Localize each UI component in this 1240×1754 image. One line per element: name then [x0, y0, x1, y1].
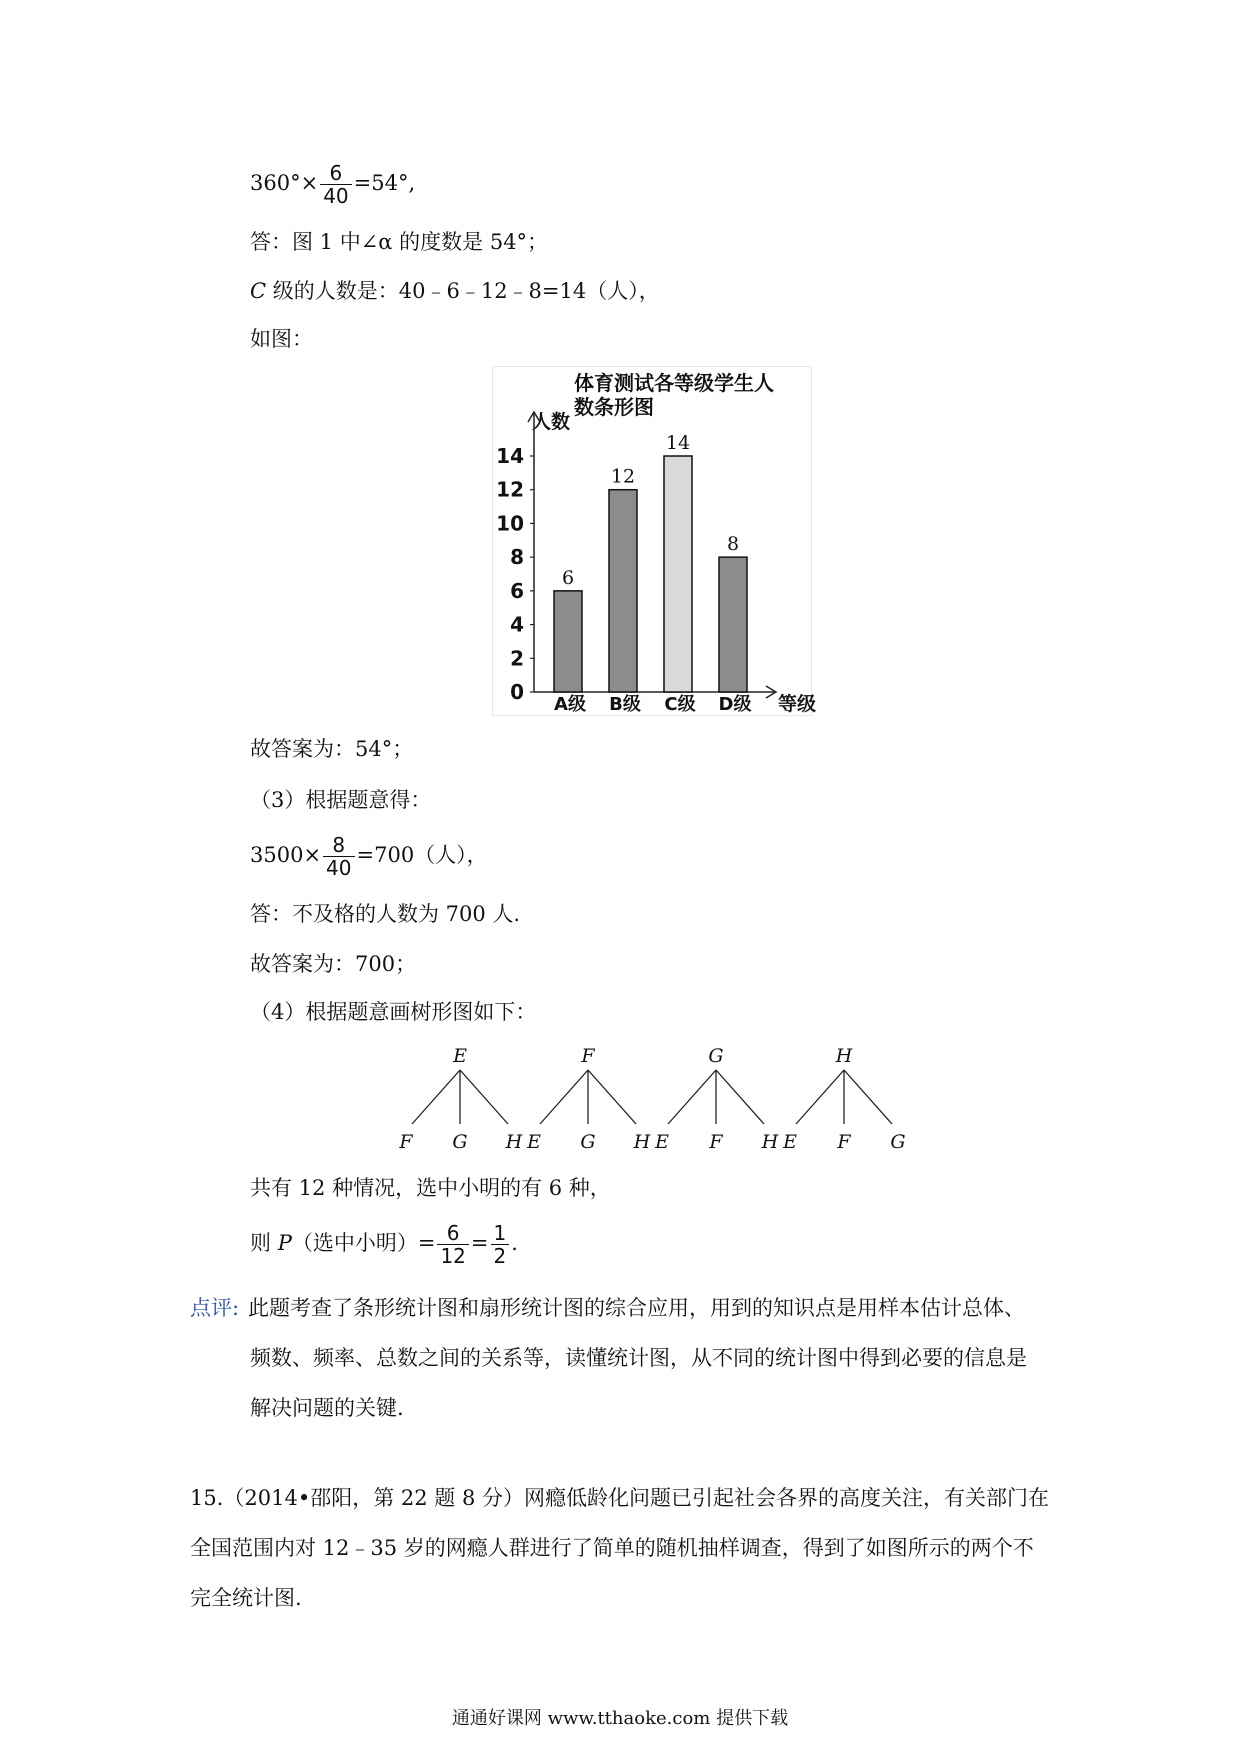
bar: [664, 456, 692, 692]
bar: [719, 557, 747, 692]
tree-branch: [412, 1070, 460, 1124]
tree-diagrams: [400, 1040, 920, 1160]
question-15-line-2: 全国范围内对 12﹣35 岁的网瘾人群进行了简单的随机抽样调查，得到了如图所示的两个不: [190, 1536, 1034, 1560]
part-4-title: （4）根据题意画树形图如下：: [250, 1000, 537, 1024]
tree-branch: [460, 1070, 508, 1124]
tree-branch: [588, 1070, 636, 1124]
angle-calc-prefix: 360°×: [250, 171, 319, 195]
tree-leaf-label: E: [655, 1131, 669, 1153]
fraction-numerator: 8: [323, 834, 354, 857]
bar-chart: [492, 366, 817, 716]
fraction-denominator: 40: [326, 856, 352, 880]
fraction: [437, 1222, 468, 1267]
probability-line: [250, 1222, 518, 1267]
chart-title-line: 数条形图: [574, 395, 654, 419]
tree-root-label: G: [708, 1045, 724, 1067]
chart-title-line: 体育测试各等级学生人: [574, 371, 774, 395]
bar: [609, 490, 637, 692]
x-tick-label: B级: [609, 694, 641, 715]
y-tick-label: 6: [510, 578, 524, 603]
y-axis-label: 人数: [532, 411, 571, 433]
question-15-line-1: 15.（2014•邵阳，第 22 题 8 分）网瘾低龄化问题已引起社会各界的高度关注，有关部门在: [190, 1486, 1050, 1510]
prob-prefix: 则: [250, 1231, 278, 1255]
answer-3: 答：不及格的人数为 700 人.: [250, 902, 521, 926]
prob-event: （选中小明）=: [291, 1231, 436, 1255]
fraction: [491, 1222, 510, 1267]
angle-answer: 答：图 1 中∠α 的度数是 54°；: [250, 230, 549, 254]
fraction: [323, 834, 354, 879]
calc-3-result: =700（人），: [356, 843, 488, 867]
part-3-title: （3）根据题意得：: [250, 788, 432, 812]
tree-root-label: H: [835, 1045, 853, 1067]
y-tick-label: 14: [496, 444, 524, 468]
fraction-denominator: 2: [493, 1244, 507, 1268]
tree-leaf-label: E: [783, 1131, 797, 1153]
angle-calc-line: [250, 162, 415, 207]
y-tick-label: 2: [510, 646, 524, 671]
question-15-line-3: 完全统计图.: [190, 1586, 302, 1610]
fraction-denominator: 40: [323, 184, 349, 208]
tree-leaf-label: G: [452, 1131, 468, 1153]
tree-leaf-label: F: [837, 1131, 851, 1153]
prob-period: .: [511, 1231, 518, 1255]
bar-data-label: 8: [726, 533, 740, 556]
y-tick-label: 12: [496, 477, 524, 502]
answer-1: 故答案为：54°；: [250, 737, 414, 761]
c-level-variable: C: [250, 279, 267, 303]
tree-leaf-label: H: [761, 1131, 779, 1153]
angle-calc-result: =54°,: [353, 171, 416, 195]
bar: [554, 591, 582, 692]
tree-leaf-label: H: [505, 1131, 523, 1153]
tree-branch: [796, 1070, 844, 1124]
y-tick-label: 10: [496, 511, 524, 536]
footer-text: 通通好课网 www.tthaoke.com 提供下载: [451, 1708, 789, 1729]
tree-leaf-label: H: [633, 1131, 651, 1153]
fraction-numerator: 6: [320, 162, 351, 185]
y-tick-label: 8: [510, 545, 524, 570]
c-level-line: [250, 277, 660, 305]
tree-root-label: E: [453, 1045, 467, 1067]
comment-line-1: 此题考查了条形统计图和扇形统计图的综合应用，用到的知识点是用样本估计总体、: [248, 1296, 1025, 1320]
comment-label: 点评:: [190, 1296, 240, 1320]
comment-line-2: 频数、频率、总数之间的关系等，读懂统计图，从不同的统计图中得到必要的信息是: [250, 1346, 1027, 1370]
tree-leaf-label: G: [580, 1131, 596, 1153]
calc-3-prefix: 3500×: [250, 843, 322, 867]
comment-line-3: 解决问题的关键.: [250, 1396, 404, 1420]
y-tick-label: 0: [510, 680, 524, 704]
prob-equals: =: [470, 1231, 489, 1255]
x-tick-label: C级: [664, 694, 696, 715]
tree-branch: [716, 1070, 764, 1124]
tree-branch: [668, 1070, 716, 1124]
calc-3-line: [250, 834, 488, 879]
cases-text: 共有 12 种情况，选中小明的有 6 种，: [250, 1176, 611, 1200]
bar-data-label: 6: [561, 566, 575, 589]
x-tick-label: A级: [554, 694, 586, 715]
answer-3b: 故答案为：700；: [250, 952, 417, 976]
fraction: [320, 162, 351, 207]
as-shown-text: 如图：: [250, 327, 313, 351]
y-tick-label: 4: [510, 612, 524, 637]
tree-leaf-label: F: [709, 1131, 723, 1153]
tree-branch: [540, 1070, 588, 1124]
tree-leaf-label: G: [890, 1131, 906, 1153]
fraction-numerator: 6: [437, 1222, 468, 1245]
c-level-text: 级的人数是：40﹣6﹣12﹣8=14（人），: [266, 279, 660, 303]
tree-leaf-label: F: [399, 1131, 413, 1153]
prob-variable: P: [277, 1231, 292, 1255]
x-tick-label: D级: [718, 694, 752, 715]
x-axis-label: 等级: [778, 693, 817, 715]
tree-root-label: F: [581, 1045, 595, 1067]
fraction-numerator: 1: [491, 1222, 510, 1245]
tree-leaf-label: E: [527, 1131, 541, 1153]
bar-data-label: 12: [610, 465, 636, 488]
bar-data-label: 14: [665, 432, 691, 454]
fraction-denominator: 12: [440, 1244, 466, 1268]
tree-branch: [844, 1070, 892, 1124]
